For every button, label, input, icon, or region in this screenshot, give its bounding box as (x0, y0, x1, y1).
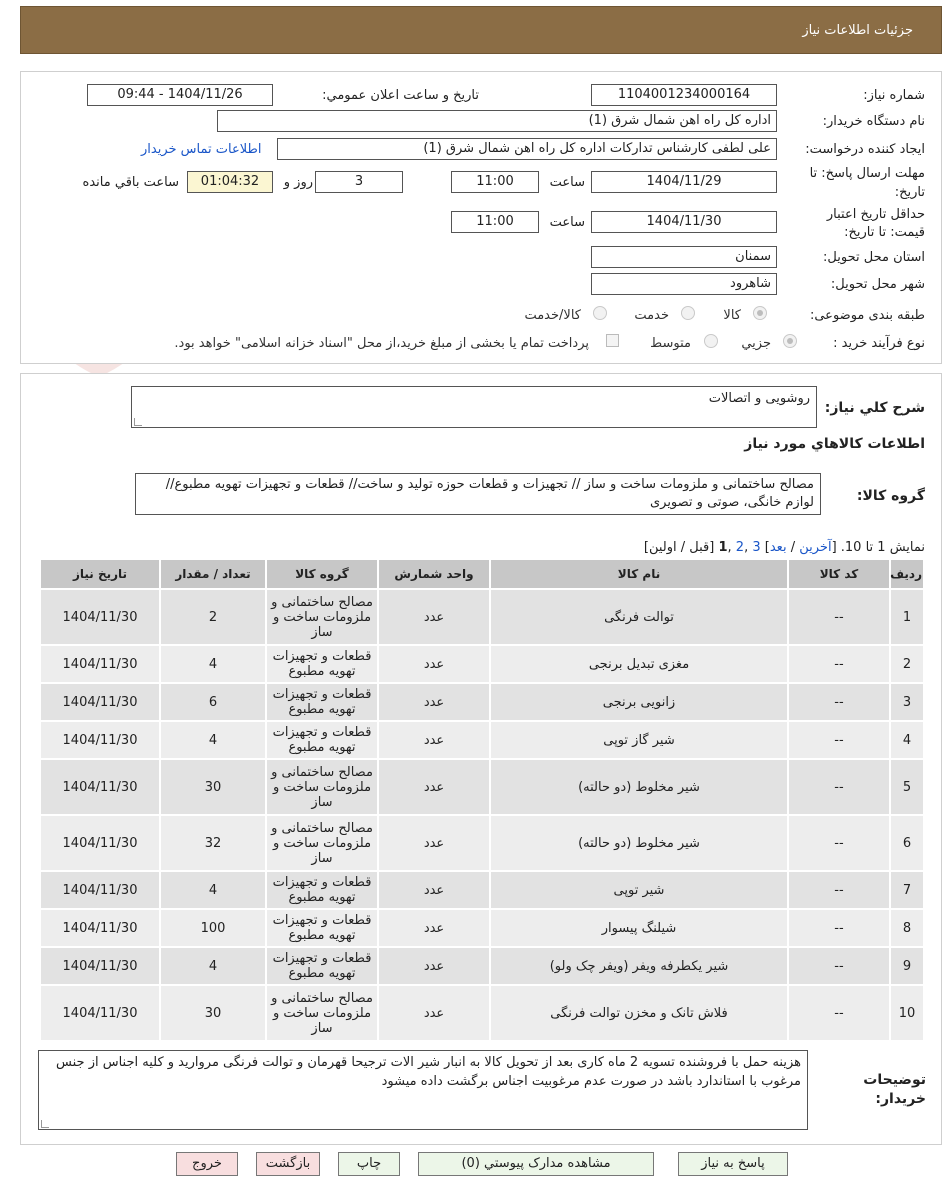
deadline-time-field[interactable]: 11:00 (451, 171, 539, 193)
row-number-cell: 3 (890, 683, 924, 721)
unit-cell: عدد (378, 947, 490, 985)
pagination-sep2: ] (760, 540, 770, 555)
process-option-minor: جزیي (741, 336, 771, 351)
table-row (40, 909, 924, 947)
col-header-row-number: ردیف (890, 559, 924, 589)
province-field[interactable]: سمنان (591, 246, 777, 268)
pagination-current-page: 1 (718, 540, 728, 555)
treasury-payment-checkbox[interactable] (606, 334, 619, 347)
buyer-notes-text: هزینه حمل با فروشنده تسویه 2 ماه کاری بعد از تحویل کالا به انبار شیر الات ترجیحا قهرمان و توالت فرنگی مروارید و کلیه اجناس از جنس مرغوب با استاندارد باشد در صورت عدم مرغوبیت اجناس برگشت داده میشود (56, 1055, 801, 1089)
pagination-next-link[interactable]: بعد (769, 540, 787, 555)
row-number-cell: 1 (890, 589, 924, 645)
table-row (40, 947, 924, 985)
need-number-label: شماره نیاز: (863, 88, 925, 103)
page-title: جزئیات اطلاعات نیاز (802, 23, 913, 38)
unit-cell: عدد (378, 759, 490, 815)
requester-field[interactable]: علی لطفی کارشناس تدارکات اداره کل راه اهن شمال شرق (1) (277, 138, 777, 160)
process-option-medium: متوسط (650, 336, 691, 351)
code-cell: -- (788, 721, 890, 759)
code-cell: -- (788, 985, 890, 1041)
group-cell: قطعات و تجهیزات تهویه مطبوع (266, 909, 378, 947)
date-cell: 1404/11/30 (40, 683, 160, 721)
row-number-cell: 7 (890, 871, 924, 909)
table-row (40, 683, 924, 721)
unit-cell: عدد (378, 589, 490, 645)
announce-label: تاریخ و ساعت اعلان عمومي: (322, 88, 479, 103)
need-number-field[interactable]: 1104001234000164 (591, 84, 777, 106)
process-radio-medium[interactable] (704, 334, 718, 348)
pagination-suffix: [قبل / اولین] (643, 540, 719, 555)
quantity-cell: 4 (160, 871, 266, 909)
row-number-cell: 2 (890, 645, 924, 683)
group-cell: قطعات و تجهیزات تهویه مطبوع (266, 871, 378, 909)
view-attachments-button[interactable]: مشاهده مدارک پیوستي (0) (418, 1152, 654, 1176)
date-cell: 1404/11/30 (40, 589, 160, 645)
name-cell: شیر یکطرفه ویفر (ویفر چک ولو) (490, 947, 788, 985)
code-cell: -- (788, 645, 890, 683)
need-description-label: شرح کلي نیاز: (824, 400, 925, 416)
unit-cell: عدد (378, 721, 490, 759)
table-row (40, 759, 924, 815)
pagination-prefix: نمایش 1 تا 10. [ (831, 540, 925, 555)
unit-cell: عدد (378, 645, 490, 683)
code-cell: -- (788, 909, 890, 947)
goods-group-text: مصالح ساختمانی و ملزومات ساخت و ساز // تجهیزات و قطعات حوزه تولید و ساخت// قطعات و تجهیزات تهویه مطبوع// لوازم خانگی، صوتی و تصویری (165, 477, 814, 510)
group-cell: مصالح ساختمانی و ملزومات ساخت و ساز (266, 759, 378, 815)
pagination-comma-2: , (727, 540, 736, 555)
days-label: روز و (283, 175, 313, 190)
date-cell: 1404/11/30 (40, 947, 160, 985)
group-cell: قطعات و تجهیزات تهویه مطبوع (266, 947, 378, 985)
code-cell: -- (788, 815, 890, 871)
row-number-cell: 9 (890, 947, 924, 985)
process-radio-minor[interactable] (783, 334, 797, 348)
category-radio-goods[interactable] (753, 306, 767, 320)
date-cell: 1404/11/30 (40, 645, 160, 683)
deadline-label-line1: مهلت ارسال پاسخ: تا (809, 166, 925, 181)
treasury-payment-note: پرداخت تمام یا بخشی از مبلغ خرید،از محل "اسناد خزانه اسلامی" خواهد بود. (174, 336, 589, 351)
date-cell: 1404/11/30 (40, 721, 160, 759)
group-cell: مصالح ساختمانی و ملزومات ساخت و ساز (266, 589, 378, 645)
buyer-notes-label-line2: خریدار: (875, 1091, 926, 1107)
pagination-comma-1: , (744, 540, 753, 555)
resize-grip-icon[interactable] (41, 1120, 49, 1128)
resize-grip-icon[interactable] (134, 418, 142, 426)
time-remaining-field[interactable]: 01:04:32 (187, 171, 273, 193)
announce-datetime-field[interactable]: 1404/11/26 - 09:44 (87, 84, 273, 106)
unit-cell: عدد (378, 683, 490, 721)
date-cell: 1404/11/30 (40, 985, 160, 1041)
table-row (40, 815, 924, 871)
code-cell: -- (788, 759, 890, 815)
province-label: استان محل تحویل: (823, 250, 925, 265)
reply-to-need-button[interactable]: پاسخ به نیاز (678, 1152, 788, 1176)
row-number-cell: 8 (890, 909, 924, 947)
table-row (40, 589, 924, 645)
goods-info-title: اطلاعات کالاهاي مورد نیاز (744, 436, 925, 452)
goods-table (39, 558, 925, 1042)
group-cell: مصالح ساختمانی و ملزومات ساخت و ساز (266, 985, 378, 1041)
city-label: شهر محل تحویل: (830, 277, 925, 292)
print-button[interactable]: چاپ (338, 1152, 400, 1176)
date-cell: 1404/11/30 (40, 815, 160, 871)
category-label: طبقه بندی موضوعی: (809, 308, 925, 323)
code-cell: -- (788, 683, 890, 721)
category-radio-service[interactable] (681, 306, 695, 320)
group-cell: قطعات و تجهیزات تهویه مطبوع (266, 645, 378, 683)
col-header-code: کد کالا (788, 559, 890, 589)
row-number-cell: 4 (890, 721, 924, 759)
quantity-cell: 4 (160, 645, 266, 683)
validity-label-line1: حداقل تاریخ اعتبار (826, 207, 925, 222)
name-cell: شیر توپی (490, 871, 788, 909)
goods-group-field[interactable] (135, 473, 821, 515)
table-row (40, 871, 924, 909)
deadline-date-field[interactable]: 1404/11/29 (591, 171, 777, 193)
deadline-label-line2: تاریخ: (894, 185, 925, 200)
name-cell: شیر مخلوط (دو حالته) (490, 815, 788, 871)
buyer-org-field[interactable]: اداره کل راه اهن شمال شرق (1) (217, 110, 777, 132)
unit-cell: عدد (378, 815, 490, 871)
group-cell: قطعات و تجهیزات تهویه مطبوع (266, 683, 378, 721)
time-remaining-label: ساعت باقي مانده (82, 175, 179, 190)
code-cell: -- (788, 947, 890, 985)
buyer-notes-label-line1: توضیحات (863, 1072, 926, 1088)
validity-time-field[interactable]: 11:00 (451, 211, 539, 233)
city-field[interactable]: شاهرود (591, 273, 777, 295)
col-header-unit: واحد شمارش (378, 559, 490, 589)
row-number-cell: 6 (890, 815, 924, 871)
validity-label-line2: قیمت: تا تاریخ: (844, 225, 925, 240)
back-button[interactable]: بازگشت (256, 1152, 320, 1176)
name-cell: مغزی تبدیل برنجی (490, 645, 788, 683)
row-number-cell: 10 (890, 985, 924, 1041)
need-description-field[interactable] (131, 386, 817, 428)
goods-group-label: گروه کالا: (856, 488, 925, 504)
unit-cell: عدد (378, 985, 490, 1041)
date-cell: 1404/11/30 (40, 759, 160, 815)
table-row (40, 645, 924, 683)
table-header-row (40, 559, 924, 589)
quantity-cell: 2 (160, 589, 266, 645)
days-remaining-field[interactable]: 3 (315, 171, 403, 193)
page-header (20, 6, 942, 54)
name-cell: شیر گاز توپی (490, 721, 788, 759)
code-cell: -- (788, 871, 890, 909)
quantity-cell: 6 (160, 683, 266, 721)
quantity-cell: 100 (160, 909, 266, 947)
table-row (40, 985, 924, 1041)
pagination-last-link[interactable]: آخرین (799, 540, 832, 555)
row-number-cell: 5 (890, 759, 924, 815)
group-cell: مصالح ساختمانی و ملزومات ساخت و ساز (266, 815, 378, 871)
need-description-text: روشویی و اتصالات (708, 391, 810, 406)
validity-date-field[interactable]: 1404/11/30 (591, 211, 777, 233)
pagination (644, 540, 925, 555)
pagination-page-2[interactable]: 2 (735, 540, 745, 555)
group-cell: قطعات و تجهیزات تهویه مطبوع (266, 721, 378, 759)
buyer-notes-field[interactable] (38, 1050, 808, 1130)
name-cell: شیلنگ پیسوار (490, 909, 788, 947)
col-header-date: تاریخ نیاز (40, 559, 160, 589)
category-radio-goods-service[interactable] (593, 306, 607, 320)
requester-label: ایجاد کننده درخواست: (805, 142, 925, 157)
name-cell: شیر مخلوط (دو حالته) (490, 759, 788, 815)
table-row (40, 721, 924, 759)
code-cell: -- (788, 589, 890, 645)
need-info-panel (20, 71, 942, 364)
validity-time-label: ساعت (549, 215, 585, 230)
pagination-sep1: / (786, 540, 800, 555)
name-cell: زانویی برنجی (490, 683, 788, 721)
col-header-group: گروه کالا (266, 559, 378, 589)
quantity-cell: 32 (160, 815, 266, 871)
category-option-goods: کالا (723, 308, 741, 323)
deadline-time-label: ساعت (549, 175, 585, 190)
unit-cell: عدد (378, 909, 490, 947)
unit-cell: عدد (378, 871, 490, 909)
name-cell: توالت فرنگی (490, 589, 788, 645)
col-header-quantity: تعداد / مقدار (160, 559, 266, 589)
buyer-contact-link[interactable]: اطلاعات تماس خریدار (141, 142, 262, 157)
col-header-name: نام کالا (490, 559, 788, 589)
name-cell: فلاش تانک و مخزن توالت فرنگی (490, 985, 788, 1041)
process-label: نوع فرآیند خرید : (833, 336, 925, 351)
pagination-page-3[interactable]: 3 (752, 540, 761, 555)
quantity-cell: 30 (160, 985, 266, 1041)
quantity-cell: 4 (160, 947, 266, 985)
date-cell: 1404/11/30 (40, 871, 160, 909)
category-option-service: خدمت (634, 308, 669, 323)
quantity-cell: 30 (160, 759, 266, 815)
buyer-org-label: نام دستگاه خریدار: (822, 114, 925, 129)
goods-panel (20, 373, 942, 1145)
quantity-cell: 4 (160, 721, 266, 759)
category-option-goods-service: کالا/خدمت (524, 308, 581, 323)
exit-button[interactable]: خروج (176, 1152, 238, 1176)
date-cell: 1404/11/30 (40, 909, 160, 947)
